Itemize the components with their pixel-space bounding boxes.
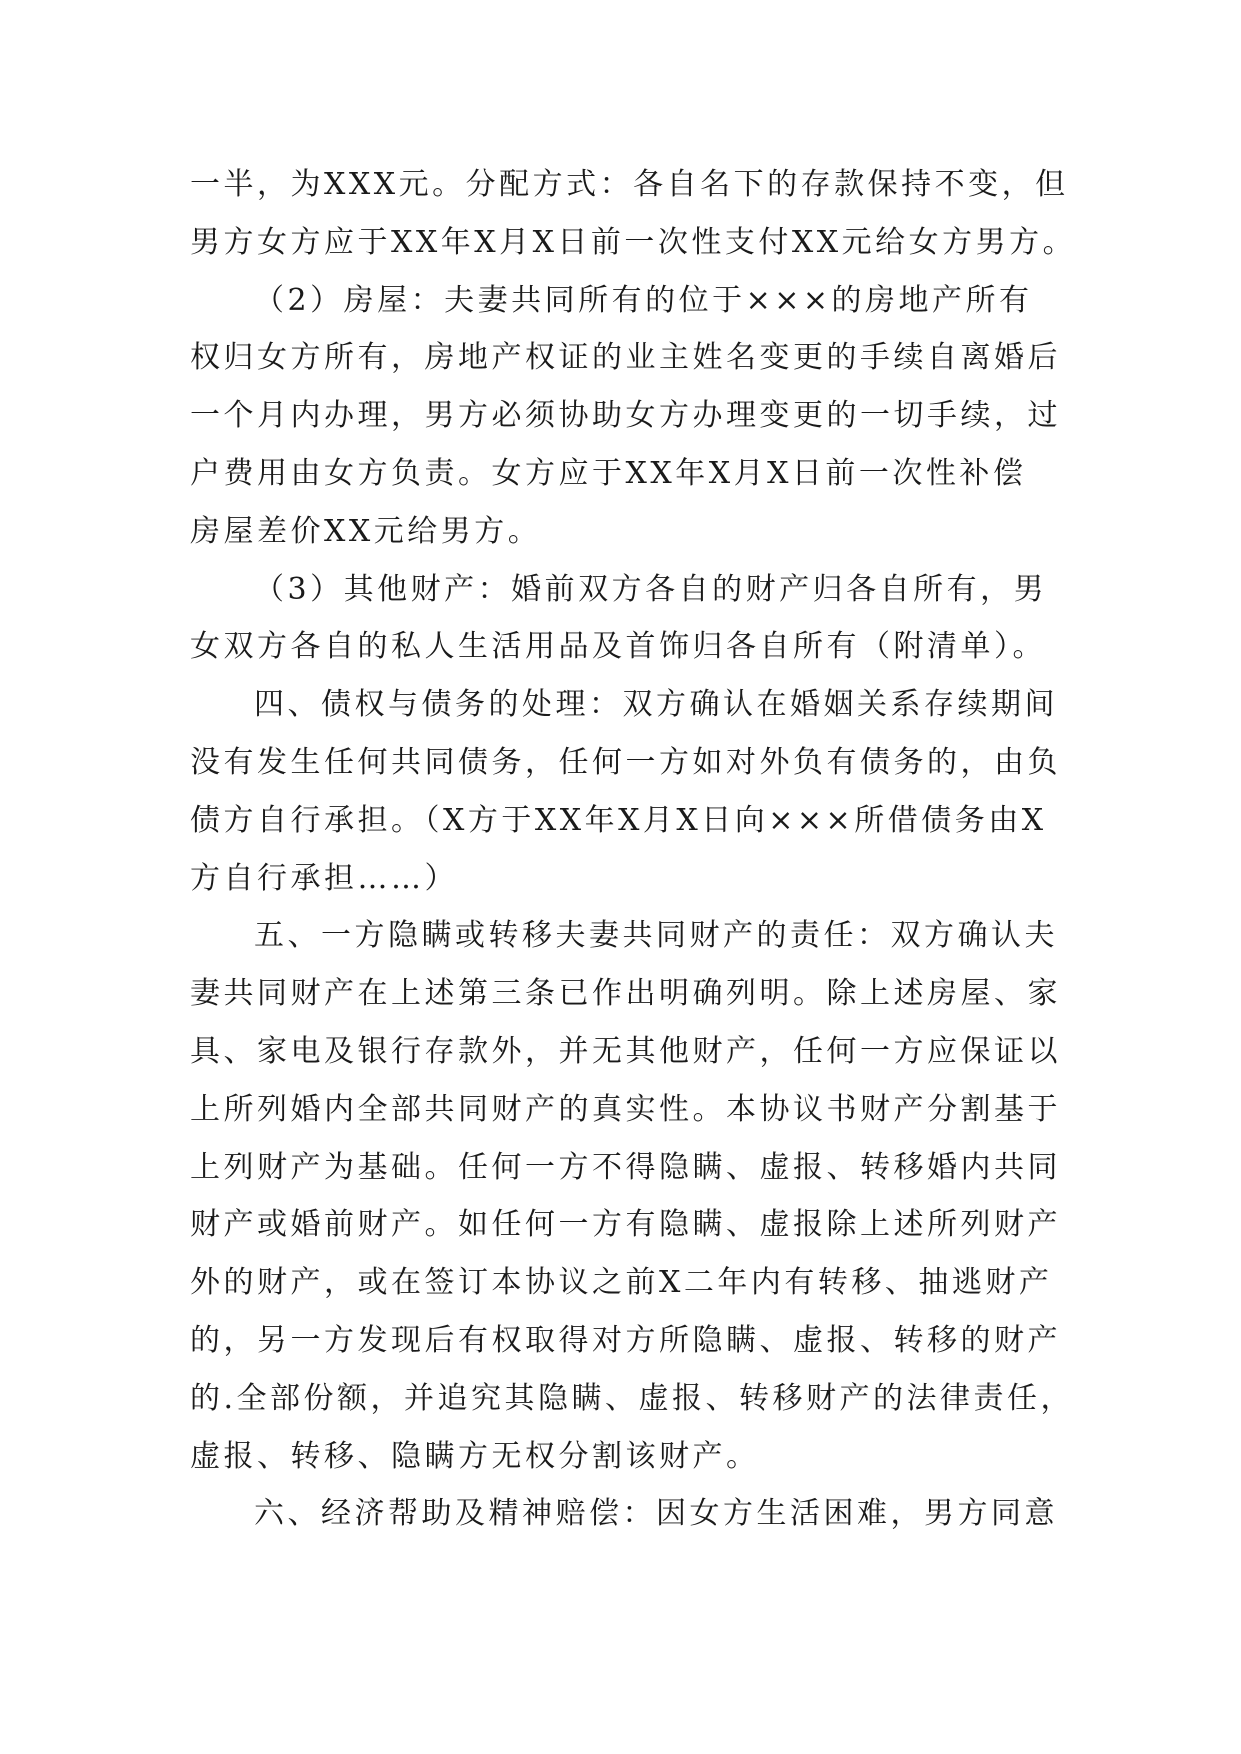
text-line: 没有发生任何共同债务，任何一方如对外负有债务的，由负 xyxy=(190,744,1061,780)
text-line: 四、债权与债务的处理：双方确认在婚姻关系存续期间 xyxy=(254,687,1058,723)
text-line: 一个月内办理，男方必须协助女方办理变更的一切手续，过 xyxy=(190,398,1061,434)
document-body xyxy=(190,156,1077,1543)
text-line: 债方自行承担。（X方于XX年X月X日向×××所借债务由X xyxy=(190,802,1047,838)
text-line: 权归女方所有，房地产权证的业主姓名变更的手续自离婚后 xyxy=(190,340,1061,376)
text-line: 上列财产为基础。任何一方不得隐瞒、虚报、转移婚内共同 xyxy=(190,1149,1061,1185)
text-line: 财产或婚前财产。如任何一方有隐瞒、虚报除上述所列财产 xyxy=(190,1207,1061,1243)
text-line: 户费用由女方负责。女方应于XX年X月X日前一次性补偿 xyxy=(190,455,1027,491)
text-line: 房屋差价XX元给男方。 xyxy=(190,513,542,549)
text-line: 女双方各自的私人生活用品及首饰归各自所有（附清单）。 xyxy=(190,629,1046,665)
text-line: 上所列婚内全部共同财产的真实性。本协议书财产分割基于 xyxy=(190,1091,1061,1127)
text-line: 具、家电及银行存款外，并无其他财产，任何一方应保证以 xyxy=(190,1033,1061,1069)
text-line: 外的财产，或在签订本协议之前X二年内有转移、抽逃财产 xyxy=(190,1265,1053,1301)
text-line: 一半，为XXX元。分配方式：各自名下的存款保持不变，但 xyxy=(190,167,1069,202)
text-line: 的，另一方发现后有权取得对方所隐瞒、虚报、转移的财产 xyxy=(190,1322,1061,1358)
text-line: 方自行承担……） xyxy=(190,860,458,896)
text-line: 男方女方应于XX年X月X日前一次性支付XX元给女方男方。 xyxy=(190,224,1077,260)
text-line: 五、一方隐瞒或转移夫妻共同财产的责任：双方确认夫 xyxy=(254,918,1058,954)
text-line: 六、经济帮助及精神赔偿：因女方生活困难，男方同意 xyxy=(254,1496,1058,1532)
text-line: 虚报、转移、隐瞒方无权分割该财产。 xyxy=(190,1438,760,1474)
text-line: 妻共同财产在上述第三条已作出明确列明。除上述房屋、家 xyxy=(190,976,1061,1012)
text-line: 的.全部份额，并追究其隐瞒、虚报、转移财产的法律责任， xyxy=(190,1380,1075,1416)
text-line: （2）房屋：夫妻共同所有的位于×××的房地产所有 xyxy=(254,282,1033,318)
text-line: （3）其他财产：婚前双方各自的财产归各自所有，男 xyxy=(254,571,1048,607)
